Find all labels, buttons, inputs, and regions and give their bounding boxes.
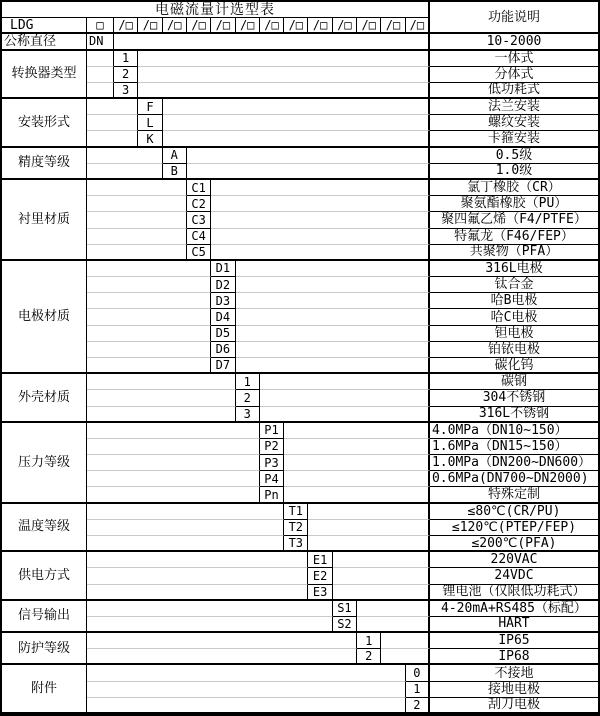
spacer-cell: [187, 148, 430, 164]
function-value: 碳钢: [430, 374, 598, 390]
code-cell: B: [163, 164, 187, 180]
slot-box: /□: [260, 18, 284, 34]
function-value: 共聚物（PFA）: [430, 245, 598, 261]
function-value: 氯丁橡胶（CR）: [430, 180, 598, 196]
spacer-cell: [163, 131, 430, 147]
slot-box: /□: [333, 18, 357, 34]
function-value: 316L不锈钢: [430, 407, 598, 423]
spacer-cell: [211, 196, 430, 212]
category-label: 信号输出: [2, 601, 87, 633]
function-value: 10-2000: [430, 34, 598, 50]
spacer-cell: [138, 67, 430, 83]
spacer-cell: [87, 99, 138, 115]
code-cell: L: [138, 115, 162, 131]
function-value: ≤80℃(CR/PU): [430, 504, 598, 520]
function-value: 316L电极: [430, 261, 598, 277]
function-value: 刮刀电极: [430, 698, 598, 714]
slot-box: /□: [284, 18, 308, 34]
function-value: 分体式: [430, 67, 598, 83]
spacer-cell: [236, 261, 430, 277]
code-cell: E1: [308, 552, 332, 568]
code-cell: S2: [333, 617, 357, 633]
code-cell: 1: [406, 682, 430, 698]
code-cell: 3: [114, 83, 138, 99]
spacer-cell: [87, 212, 187, 228]
code-cell: P2: [260, 439, 284, 455]
spacer-cell: [87, 245, 187, 261]
code-cell: F: [138, 99, 162, 115]
code-cell: D2: [211, 277, 235, 293]
code-cell: 2: [236, 390, 260, 406]
spacer-cell: [236, 309, 430, 325]
spacer-cell: [381, 633, 430, 649]
code-cell: D6: [211, 342, 235, 358]
function-value: 0.6MPa(DN700~DN2000): [430, 471, 598, 487]
spacer-cell: [87, 504, 284, 520]
spacer-cell: [87, 51, 114, 67]
spacer-cell: [87, 261, 211, 277]
spacer-cell: [114, 34, 430, 50]
function-value: 一体式: [430, 51, 598, 67]
spacer-cell: [87, 67, 114, 83]
code-cell: 2: [406, 698, 430, 714]
function-value: 聚四氟乙烯（F4/PTFE）: [430, 212, 598, 228]
function-value: 卡箍安装: [430, 131, 598, 147]
spacer-cell: [163, 115, 430, 131]
spacer-cell: [381, 649, 430, 665]
code-cell: D3: [211, 293, 235, 309]
spacer-cell: [211, 229, 430, 245]
function-value: 接地电极: [430, 682, 598, 698]
code-cell: S1: [333, 601, 357, 617]
spacer-cell: [87, 552, 308, 568]
spacer-cell: [87, 148, 163, 164]
slot-box: /□: [308, 18, 332, 34]
function-value: 4.0MPa（DN10~150）: [430, 423, 598, 439]
spacer-cell: [357, 601, 430, 617]
category-label: 附件: [2, 665, 87, 714]
spacer-cell: [87, 568, 308, 584]
spacer-cell: [211, 180, 430, 196]
spacer-cell: [87, 698, 406, 714]
function-value: 24VDC: [430, 568, 598, 584]
spacer-cell: [87, 455, 260, 471]
code-cell: P4: [260, 471, 284, 487]
slot-box: /□: [114, 18, 138, 34]
spacer-cell: [87, 487, 260, 503]
function-value: 哈C电极: [430, 309, 598, 325]
spacer-cell: [87, 83, 114, 99]
function-value: 4-20mA+RS485（标配）: [430, 601, 598, 617]
function-value: 聚氨酯橡胶（PU）: [430, 196, 598, 212]
category-label: 衬里材质: [2, 180, 87, 261]
spacer-cell: [357, 617, 430, 633]
spacer-cell: [308, 520, 430, 536]
spacer-cell: [308, 504, 430, 520]
function-header: 功能说明: [430, 2, 598, 34]
slot-box: /□: [236, 18, 260, 34]
spacer-cell: [87, 164, 163, 180]
slot-box: /□: [381, 18, 405, 34]
function-value: HART: [430, 617, 598, 633]
function-value: 螺纹安装: [430, 115, 598, 131]
model-prefix: LDG: [2, 18, 87, 34]
category-label: 外壳材质: [2, 374, 87, 423]
spacer-cell: [236, 358, 430, 374]
function-value: 特氟龙（F46/FEP）: [430, 229, 598, 245]
spacer-cell: [87, 601, 333, 617]
code-cell: E3: [308, 585, 332, 601]
code-cell: P1: [260, 423, 284, 439]
spacer-cell: [163, 99, 430, 115]
code-cell: T3: [284, 536, 308, 552]
code-cell: 0: [406, 665, 430, 681]
category-label: 温度等级: [2, 504, 87, 553]
spacer-cell: [211, 212, 430, 228]
spacer-cell: [87, 390, 236, 406]
spacer-cell: [87, 439, 260, 455]
slot-box: /□: [138, 18, 162, 34]
code-cell: P3: [260, 455, 284, 471]
code-cell: Pn: [260, 487, 284, 503]
category-label: 供电方式: [2, 552, 87, 601]
category-label: 精度等级: [2, 148, 87, 180]
function-value: 钽电极: [430, 326, 598, 342]
spacer-cell: [187, 164, 430, 180]
code-cell: 2: [357, 649, 381, 665]
function-value: 钛合金: [430, 277, 598, 293]
code-cell: C1: [187, 180, 211, 196]
category-label: 电极材质: [2, 261, 87, 374]
spacer-cell: [87, 180, 187, 196]
function-value: 铂铱电极: [430, 342, 598, 358]
spacer-cell: [308, 536, 430, 552]
function-value: IP68: [430, 649, 598, 665]
function-value: 不接地: [430, 665, 598, 681]
function-value: 哈B电极: [430, 293, 598, 309]
spacer-cell: [333, 585, 430, 601]
spacer-cell: [87, 536, 284, 552]
code-cell: 1: [236, 374, 260, 390]
spacer-cell: [284, 471, 430, 487]
function-value: IP65: [430, 633, 598, 649]
spacer-cell: [236, 277, 430, 293]
slot-box: /□: [406, 18, 430, 34]
spacer-cell: [87, 196, 187, 212]
spacer-cell: [236, 293, 430, 309]
spacer-cell: [87, 326, 211, 342]
code-cell: K: [138, 131, 162, 147]
spacer-cell: [87, 633, 357, 649]
spacer-cell: [87, 520, 284, 536]
function-value: 220VAC: [430, 552, 598, 568]
model-box: □: [87, 18, 114, 34]
function-value: 1.0MPa（DN200~DN600）: [430, 455, 598, 471]
spacer-cell: [87, 471, 260, 487]
function-value: ≤120℃(PTEP/FEP): [430, 520, 598, 536]
function-value: 特殊定制: [430, 487, 598, 503]
spacer-cell: [284, 487, 430, 503]
code-cell: D5: [211, 326, 235, 342]
function-value: 304不锈钢: [430, 390, 598, 406]
category-label: 压力等级: [2, 423, 87, 504]
category-label: 安装形式: [2, 99, 87, 148]
function-value: 法兰安装: [430, 99, 598, 115]
function-value: 0.5级: [430, 148, 598, 164]
code-cell: A: [163, 148, 187, 164]
spacer-cell: [87, 115, 138, 131]
spacer-cell: [87, 131, 138, 147]
spacer-cell: [87, 665, 406, 681]
diameter-label: 公称直径: [2, 34, 87, 50]
code-cell: C2: [187, 196, 211, 212]
slot-box: /□: [211, 18, 235, 34]
spacer-cell: [87, 423, 260, 439]
spacer-cell: [236, 342, 430, 358]
spacer-cell: [87, 407, 236, 423]
spacer-cell: [260, 407, 430, 423]
function-value: 1.6MPa（DN15~150）: [430, 439, 598, 455]
code-cell: D1: [211, 261, 235, 277]
spacer-cell: [260, 390, 430, 406]
slot-box: /□: [357, 18, 381, 34]
category-label: 转换器类型: [2, 51, 87, 100]
spacer-cell: [284, 455, 430, 471]
code-cell: C4: [187, 229, 211, 245]
function-value: ≤200℃(PFA): [430, 536, 598, 552]
function-value: 碳化钨: [430, 358, 598, 374]
code-cell: C5: [187, 245, 211, 261]
diameter-code: DN: [87, 34, 114, 50]
slot-box: /□: [163, 18, 187, 34]
function-value: 低功耗式: [430, 83, 598, 99]
spacer-cell: [87, 309, 211, 325]
code-cell: 2: [114, 67, 138, 83]
code-cell: T1: [284, 504, 308, 520]
code-cell: 1: [357, 633, 381, 649]
code-cell: E2: [308, 568, 332, 584]
code-cell: C3: [187, 212, 211, 228]
spacer-cell: [236, 326, 430, 342]
code-cell: 3: [236, 407, 260, 423]
spacer-cell: [138, 51, 430, 67]
spacer-cell: [87, 293, 211, 309]
slot-box: /□: [187, 18, 211, 34]
spacer-cell: [260, 374, 430, 390]
code-cell: D7: [211, 358, 235, 374]
spacer-cell: [333, 568, 430, 584]
spacer-cell: [87, 682, 406, 698]
spacer-cell: [87, 649, 357, 665]
category-label: 防护等级: [2, 633, 87, 665]
spacer-cell: [87, 277, 211, 293]
code-cell: T2: [284, 520, 308, 536]
spacer-cell: [87, 358, 211, 374]
function-value: 锂电池（仅限低功耗式）: [430, 585, 598, 601]
function-value: 1.0级: [430, 164, 598, 180]
spacer-cell: [284, 439, 430, 455]
table-title: 电磁流量计选型表: [2, 2, 430, 18]
code-cell: D4: [211, 309, 235, 325]
spacer-cell: [211, 245, 430, 261]
spacer-cell: [87, 585, 308, 601]
spacer-cell: [138, 83, 430, 99]
spacer-cell: [284, 423, 430, 439]
code-cell: 1: [114, 51, 138, 67]
spacer-cell: [87, 229, 187, 245]
spacer-cell: [87, 617, 333, 633]
spacer-cell: [87, 374, 236, 390]
spacer-cell: [87, 342, 211, 358]
spacer-cell: [333, 552, 430, 568]
